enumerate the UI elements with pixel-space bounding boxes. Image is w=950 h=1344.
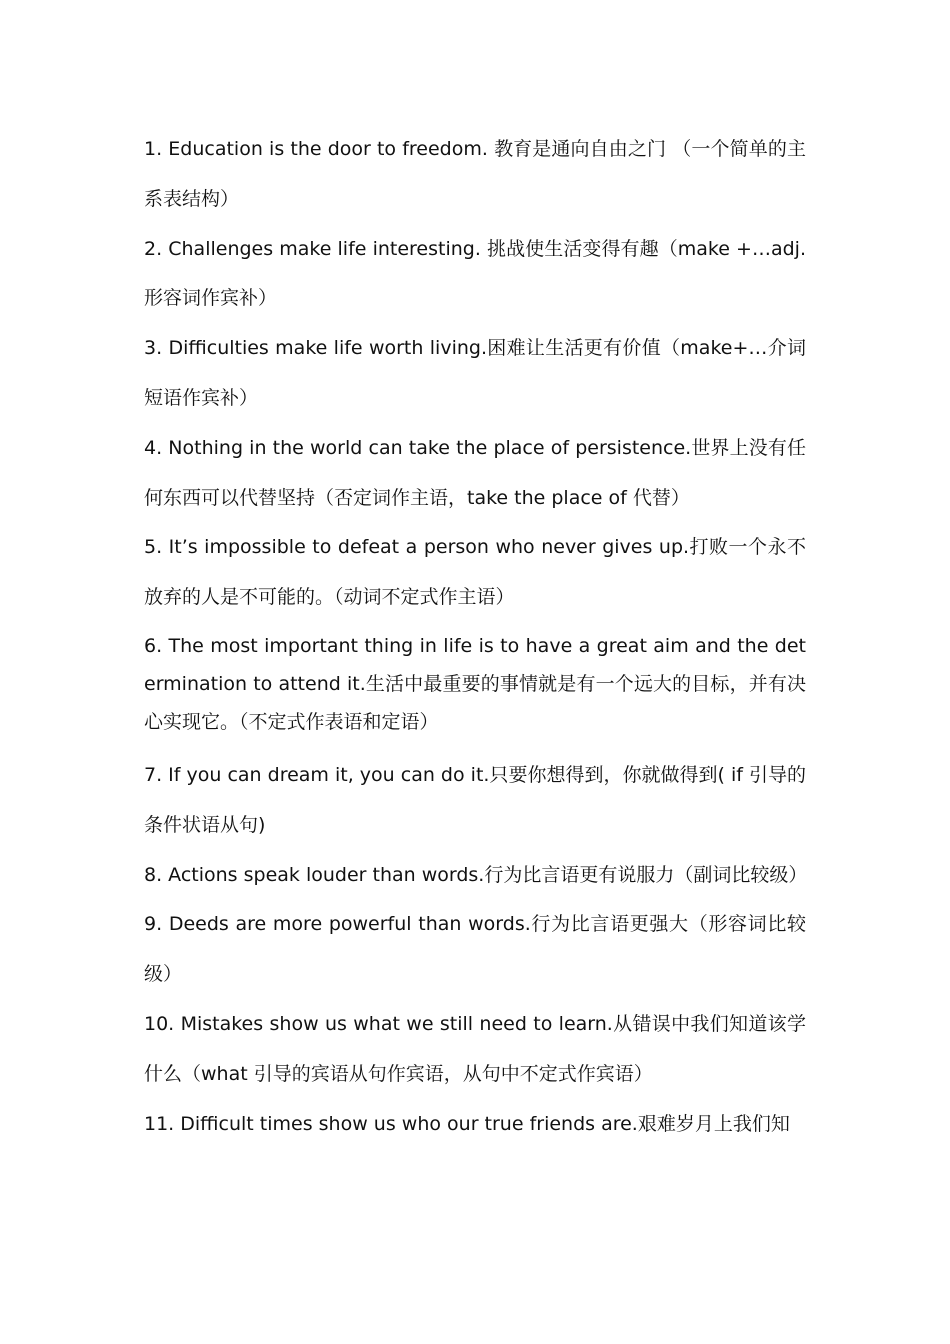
sentence-paragraph-1: 1. Education is the door to freedom. 教育是通向自由之门 （一个简单的主系表结构） <box>144 138 806 210</box>
sentence-paragraph-6: 6. The most important thing in life is to have a great aim and the determination to attend it.生活中最重要的事情就是有一个远大的目标，并有决心实现它。（不定式作表语和定语） <box>144 634 806 733</box>
document-body <box>144 125 806 1149</box>
sentence-paragraph-9: 9. Deeds are more powerful than words.行为比言语更强大（形容词比较级） <box>144 913 806 986</box>
sentence-paragraph-11: 11. Difficult times show us who our true friends are.艰难岁月上我们知 <box>144 1112 790 1135</box>
sentence-paragraph-5: 5. It’s impossible to defeat a person who never gives up.打败一个永不放弃的人是不可能的。（动词不定式作主语） <box>144 536 806 609</box>
sentence-paragraph-4: 4. Nothing in the world can take the place of persistence.世界上没有任何东西可以代替坚持（否定词作主语，take the place of 代替） <box>144 436 806 509</box>
sentence-paragraph-10: 10. Mistakes show us what we still need to learn.从错误中我们知道该学什么（what 引导的宾语从句作宾语，从句中不定式作宾语） <box>144 1012 806 1085</box>
sentence-paragraph-8: 8. Actions speak louder than words.行为比言语更有说服力（副词比较级） <box>144 863 808 886</box>
sentence-paragraph-3: 3. Difficulties make life worth living.困难让生活更有价值（make+…介词短语作宾补） <box>144 337 806 409</box>
sentence-paragraph-2: 2. Challenges make life interesting. 挑战使生活变得有趣（make +…adj. 形容词作宾补） <box>144 237 806 310</box>
sentence-paragraph-7: 7. If you can dream it, you can do it.只要你想得到，你就做得到( if 引导的条件状语从句) <box>144 763 806 836</box>
